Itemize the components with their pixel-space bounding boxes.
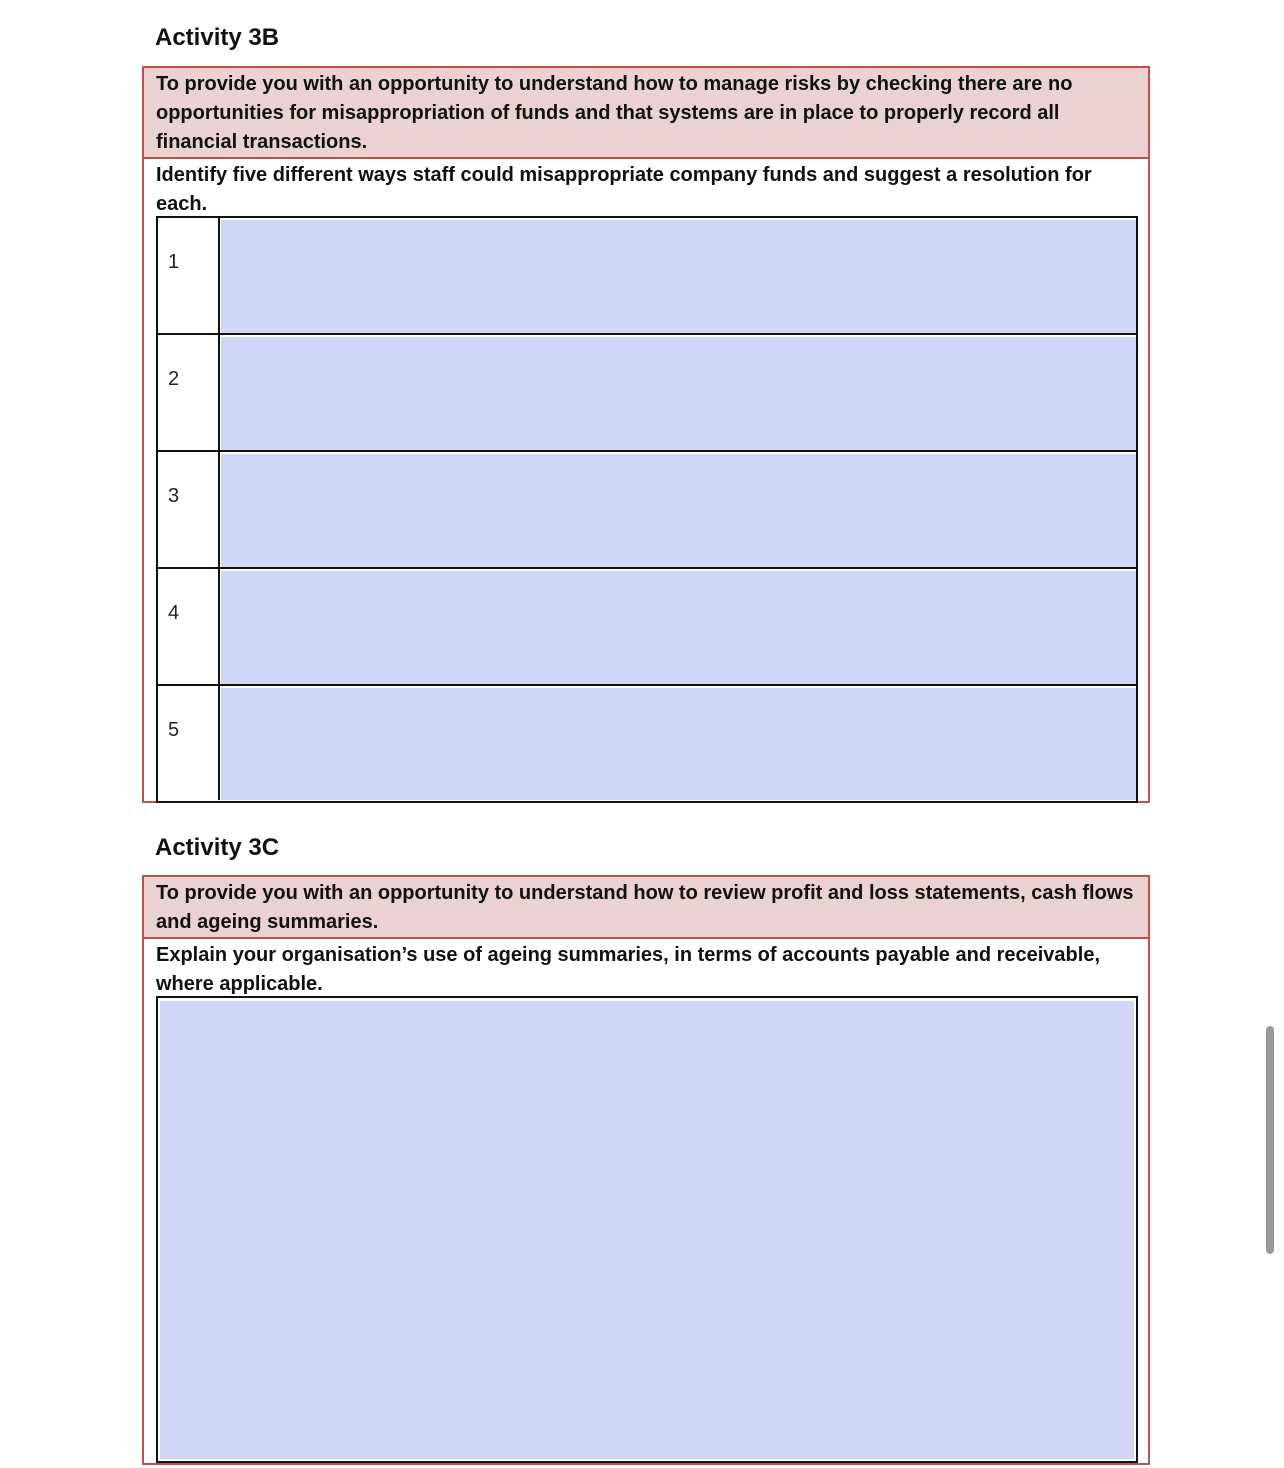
answer-row-3 <box>158 452 1136 569</box>
answer-field-5[interactable] <box>221 688 1136 800</box>
activity-3c-objective: To provide you with an opportunity to understand how to review profit and loss statements, cash flows and ageing summaries. <box>144 877 1148 939</box>
activity-3b-section <box>142 66 1150 803</box>
row-number: 3 <box>158 452 220 567</box>
row-number: 1 <box>158 218 220 333</box>
activity-3c-section <box>142 875 1150 1465</box>
answer-row-1 <box>158 218 1136 335</box>
activity-3c-title: Activity 3C <box>155 834 280 861</box>
activity-3c-answer-box <box>156 996 1138 1463</box>
activity-3b-instruction: Identify five different ways staff could misappropriate company funds and suggest a resolution for each. <box>156 164 1092 215</box>
activity-3c-instruction: Explain your organisation’s use of ageing summaries, in terms of accounts payable and receivable, where applicable. <box>156 944 1100 995</box>
row-number: 2 <box>158 335 220 450</box>
activity-3b-objective: To provide you with an opportunity to understand how to manage risks by checking there are no opportunities for misappropriation of funds and that systems are in place to properly record all financial transactions. <box>144 68 1148 159</box>
activity-3b-title: Activity 3B <box>155 24 280 51</box>
answer-field-3[interactable] <box>221 454 1136 567</box>
activity-3c-answer-field[interactable] <box>160 1001 1134 1459</box>
answer-field-2[interactable] <box>221 337 1136 450</box>
answer-row-5 <box>158 686 1136 800</box>
row-number: 5 <box>158 686 220 800</box>
answer-row-2 <box>158 335 1136 452</box>
answer-row-4 <box>158 569 1136 686</box>
row-number: 4 <box>158 569 220 684</box>
activity-3b-answer-table <box>156 216 1138 803</box>
answer-field-1[interactable] <box>221 220 1136 333</box>
vertical-scrollbar[interactable] <box>1266 1026 1274 1254</box>
answer-field-4[interactable] <box>221 571 1136 684</box>
